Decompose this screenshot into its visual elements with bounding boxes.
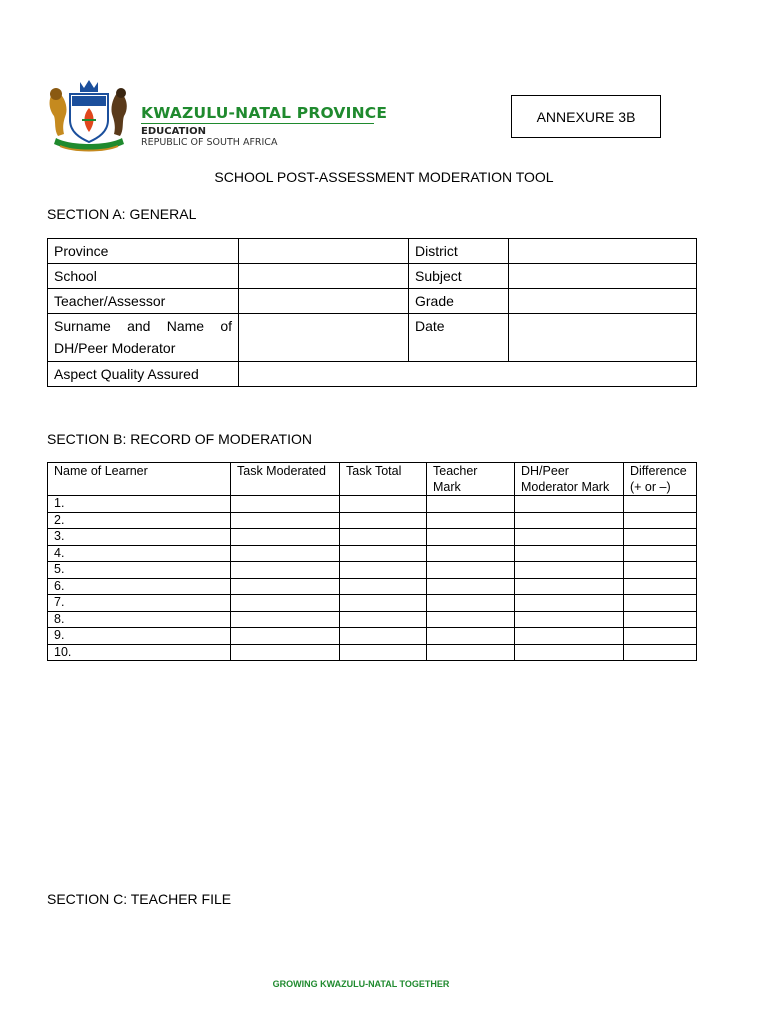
task-moderated-cell[interactable]: [231, 578, 340, 595]
teacher-mark-cell[interactable]: [427, 595, 515, 612]
brand-title: KWAZULU-NATAL PROVINCE: [141, 104, 388, 122]
grade-value-cell[interactable]: [509, 289, 697, 314]
task-total-cell[interactable]: [340, 545, 427, 562]
difference-cell[interactable]: [624, 578, 697, 595]
row-number: 6.: [48, 578, 231, 595]
section-c-heading: SECTION C: TEACHER FILE: [47, 891, 232, 907]
annexure-label: ANNEXURE 3B: [536, 108, 636, 125]
teacher-mark-cell[interactable]: [427, 578, 515, 595]
table-row: [48, 644, 697, 661]
aspect-quality-assured-label: Aspect Quality Assured: [48, 362, 239, 387]
moderator-mark-cell[interactable]: [515, 496, 624, 513]
section-b-heading: SECTION B: RECORD OF MODERATION: [47, 431, 312, 447]
subject-value-cell[interactable]: [509, 264, 697, 289]
column-header-teacher-mark: Teacher Mark: [427, 463, 515, 496]
task-moderated-cell[interactable]: [231, 529, 340, 546]
table-row: [48, 628, 697, 645]
table-row: [48, 545, 697, 562]
moderator-mark-cell[interactable]: [515, 545, 624, 562]
task-total-cell[interactable]: [340, 529, 427, 546]
difference-cell[interactable]: [624, 644, 697, 661]
task-total-cell[interactable]: [340, 562, 427, 579]
district-value-cell[interactable]: [509, 239, 697, 264]
column-header-difference: Difference (+ or –): [624, 463, 697, 496]
moderator-mark-cell[interactable]: [515, 644, 624, 661]
row-number: 7.: [48, 595, 231, 612]
province-value-cell[interactable]: [239, 239, 409, 264]
aspect-quality-assured-value-cell[interactable]: [239, 362, 697, 387]
moderator-mark-cell[interactable]: [515, 512, 624, 529]
school-value-cell[interactable]: [239, 264, 409, 289]
document-title: SCHOOL POST-ASSESSMENT MODERATION TOOL: [214, 169, 554, 185]
row-number: 1.: [48, 496, 231, 513]
column-header-task-moderated: Task Moderated: [231, 463, 340, 496]
task-total-cell[interactable]: [340, 578, 427, 595]
row-number: 5.: [48, 562, 231, 579]
brand-department: EDUCATION: [141, 126, 206, 137]
row-number: 2.: [48, 512, 231, 529]
grade-label: Grade: [409, 289, 509, 314]
moderator-label-line2: DH/Peer Moderator: [54, 340, 176, 356]
row-number: 4.: [48, 545, 231, 562]
province-label: Province: [48, 239, 239, 264]
table-row: [48, 595, 697, 612]
brand-divider: [141, 123, 374, 124]
kzn-coat-of-arms-logo: [46, 76, 132, 156]
moderator-mark-cell[interactable]: [515, 578, 624, 595]
column-header-moderator-mark: DH/Peer Moderator Mark: [515, 463, 624, 496]
difference-cell[interactable]: [624, 545, 697, 562]
task-moderated-cell[interactable]: [231, 512, 340, 529]
teacher-assessor-label: Teacher/Assessor: [48, 289, 239, 314]
teacher-assessor-value-cell[interactable]: [239, 289, 409, 314]
table-row: [48, 496, 697, 513]
section-a-general-table: [47, 238, 697, 387]
district-label: District: [409, 239, 509, 264]
teacher-mark-cell[interactable]: [427, 496, 515, 513]
column-header-task-total: Task Total: [340, 463, 427, 496]
moderator-name-label: [48, 314, 239, 362]
school-label: School: [48, 264, 239, 289]
annexure-box: [511, 95, 661, 138]
teacher-mark-cell[interactable]: [427, 512, 515, 529]
column-header-name-of-learner: Name of Learner: [48, 463, 231, 496]
subject-label: Subject: [409, 264, 509, 289]
coat-of-arms-icon: [46, 76, 132, 156]
difference-cell[interactable]: [624, 611, 697, 628]
date-value-cell[interactable]: [509, 314, 697, 362]
difference-cell[interactable]: [624, 595, 697, 612]
row-number: 10.: [48, 644, 231, 661]
moderator-mark-cell[interactable]: [515, 611, 624, 628]
brand-country: REPUBLIC OF SOUTH AFRICA: [141, 137, 278, 148]
moderator-mark-cell[interactable]: [515, 628, 624, 645]
task-moderated-cell[interactable]: [231, 628, 340, 645]
teacher-mark-cell[interactable]: [427, 545, 515, 562]
moderator-mark-cell[interactable]: [515, 529, 624, 546]
task-moderated-cell[interactable]: [231, 545, 340, 562]
task-total-cell[interactable]: [340, 595, 427, 612]
table-row: [48, 611, 697, 628]
moderator-mark-cell[interactable]: [515, 595, 624, 612]
difference-cell[interactable]: [624, 562, 697, 579]
teacher-mark-cell[interactable]: [427, 644, 515, 661]
task-total-cell[interactable]: [340, 512, 427, 529]
task-total-cell[interactable]: [340, 628, 427, 645]
table-header-row: [48, 463, 697, 496]
row-number: 8.: [48, 611, 231, 628]
difference-cell[interactable]: [624, 628, 697, 645]
difference-cell[interactable]: [624, 529, 697, 546]
teacher-mark-cell[interactable]: [427, 529, 515, 546]
table-row: [48, 529, 697, 546]
task-moderated-cell[interactable]: [231, 595, 340, 612]
footer-slogan: GROWING KWAZULU-NATAL TOGETHER: [272, 979, 450, 989]
table-row: [48, 578, 697, 595]
task-moderated-cell[interactable]: [231, 644, 340, 661]
difference-cell[interactable]: [624, 496, 697, 513]
teacher-mark-cell[interactable]: [427, 628, 515, 645]
teacher-mark-cell[interactable]: [427, 611, 515, 628]
table-row: [48, 512, 697, 529]
difference-cell[interactable]: [624, 512, 697, 529]
moderator-mark-cell[interactable]: [515, 562, 624, 579]
moderator-label-line1: Surname and Name of: [54, 318, 232, 334]
table-row: [48, 562, 697, 579]
teacher-mark-cell[interactable]: [427, 562, 515, 579]
task-moderated-cell[interactable]: [231, 562, 340, 579]
section-a-heading: SECTION A: GENERAL: [47, 206, 197, 222]
moderator-name-value-cell[interactable]: [239, 314, 409, 362]
task-moderated-cell[interactable]: [231, 611, 340, 628]
row-number: 9.: [48, 628, 231, 645]
date-label: Date: [409, 314, 509, 362]
task-total-cell[interactable]: [340, 611, 427, 628]
moderation-record-table: [47, 462, 697, 661]
task-total-cell[interactable]: [340, 496, 427, 513]
task-total-cell[interactable]: [340, 644, 427, 661]
task-moderated-cell[interactable]: [231, 496, 340, 513]
row-number: 3.: [48, 529, 231, 546]
